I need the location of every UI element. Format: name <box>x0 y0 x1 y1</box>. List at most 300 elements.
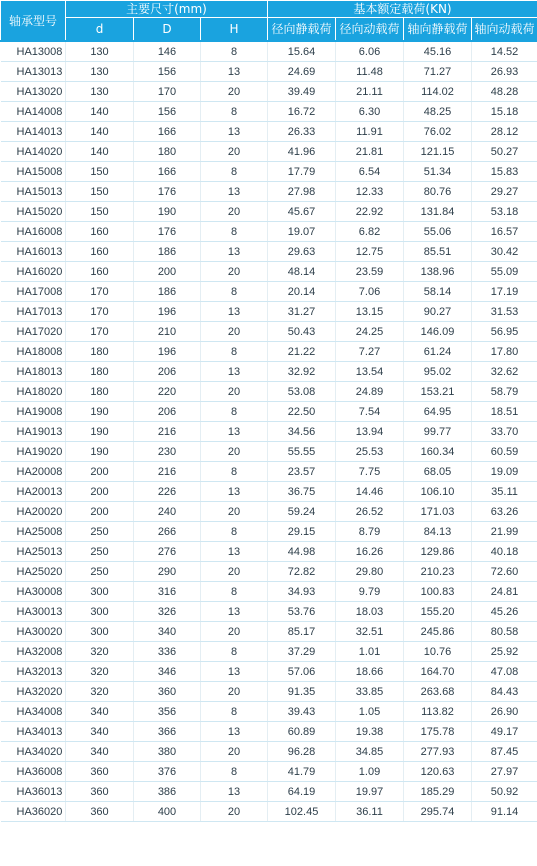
cell-d: 180 <box>66 362 134 382</box>
cell-axial-dynamic: 17.19 <box>472 282 537 302</box>
cell-H: 8 <box>201 462 268 482</box>
cell-model: HA14013 <box>1 122 66 142</box>
cell-d: 320 <box>66 642 134 662</box>
cell-H: 13 <box>201 662 268 682</box>
cell-axial-static: 210.23 <box>404 562 472 582</box>
cell-axial-static: 85.51 <box>404 242 472 262</box>
cell-model: HA13020 <box>1 82 66 102</box>
cell-model: HA15013 <box>1 182 66 202</box>
cell-d: 250 <box>66 542 134 562</box>
cell-d: 320 <box>66 662 134 682</box>
cell-D: 200 <box>134 262 201 282</box>
cell-radial-dynamic: 26.52 <box>336 502 404 522</box>
cell-D: 196 <box>134 342 201 362</box>
cell-axial-static: 131.84 <box>404 202 472 222</box>
table-row <box>1 462 537 482</box>
cell-radial-dynamic: 25.53 <box>336 442 404 462</box>
cell-radial-dynamic: 8.79 <box>336 522 404 542</box>
cell-radial-dynamic: 1.01 <box>336 642 404 662</box>
cell-D: 340 <box>134 622 201 642</box>
cell-radial-static: 41.96 <box>268 142 336 162</box>
cell-model: HA18008 <box>1 342 66 362</box>
cell-d: 160 <box>66 242 134 262</box>
cell-d: 250 <box>66 562 134 582</box>
cell-radial-static: 57.06 <box>268 662 336 682</box>
cell-axial-static: 90.27 <box>404 302 472 322</box>
cell-radial-static: 64.19 <box>268 782 336 802</box>
table-row <box>1 282 537 302</box>
cell-D: 176 <box>134 222 201 242</box>
cell-model: HA20020 <box>1 502 66 522</box>
header-H: H <box>201 18 268 42</box>
cell-axial-dynamic: 31.53 <box>472 302 537 322</box>
cell-axial-dynamic: 24.81 <box>472 582 537 602</box>
cell-radial-static: 102.45 <box>268 802 336 822</box>
cell-H: 8 <box>201 282 268 302</box>
cell-H: 8 <box>201 102 268 122</box>
cell-H: 13 <box>201 122 268 142</box>
header-axial-static: 轴向静载荷 <box>404 18 472 42</box>
cell-d: 130 <box>66 41 134 62</box>
cell-d: 320 <box>66 682 134 702</box>
cell-radial-dynamic: 6.82 <box>336 222 404 242</box>
cell-axial-dynamic: 14.52 <box>472 41 537 62</box>
header-axial-dynamic: 轴向动载荷 <box>472 18 537 42</box>
cell-H: 8 <box>201 762 268 782</box>
cell-radial-static: 59.24 <box>268 502 336 522</box>
cell-d: 140 <box>66 102 134 122</box>
cell-radial-static: 50.43 <box>268 322 336 342</box>
cell-axial-dynamic: 26.93 <box>472 62 537 82</box>
table-row <box>1 342 537 362</box>
cell-radial-dynamic: 13.54 <box>336 362 404 382</box>
cell-axial-dynamic: 30.42 <box>472 242 537 262</box>
cell-model: HA20008 <box>1 462 66 482</box>
cell-H: 20 <box>201 142 268 162</box>
cell-axial-static: 277.93 <box>404 742 472 762</box>
cell-axial-dynamic: 35.11 <box>472 482 537 502</box>
cell-radial-static: 37.29 <box>268 642 336 662</box>
table-row <box>1 662 537 682</box>
cell-H: 13 <box>201 542 268 562</box>
cell-D: 346 <box>134 662 201 682</box>
cell-d: 150 <box>66 162 134 182</box>
cell-D: 156 <box>134 102 201 122</box>
table-row <box>1 682 537 702</box>
table-row <box>1 122 537 142</box>
cell-radial-dynamic: 6.06 <box>336 41 404 62</box>
cell-d: 180 <box>66 382 134 402</box>
table-row <box>1 782 537 802</box>
cell-radial-static: 27.98 <box>268 182 336 202</box>
table-row <box>1 322 537 342</box>
cell-D: 326 <box>134 602 201 622</box>
cell-axial-dynamic: 33.70 <box>472 422 537 442</box>
cell-axial-dynamic: 58.79 <box>472 382 537 402</box>
cell-radial-dynamic: 7.27 <box>336 342 404 362</box>
cell-radial-dynamic: 9.79 <box>336 582 404 602</box>
cell-radial-dynamic: 6.54 <box>336 162 404 182</box>
cell-H: 20 <box>201 802 268 822</box>
cell-H: 13 <box>201 482 268 502</box>
cell-D: 376 <box>134 762 201 782</box>
cell-axial-static: 245.86 <box>404 622 472 642</box>
cell-D: 356 <box>134 702 201 722</box>
cell-D: 220 <box>134 382 201 402</box>
cell-D: 210 <box>134 322 201 342</box>
cell-axial-static: 106.10 <box>404 482 472 502</box>
cell-axial-static: 155.20 <box>404 602 472 622</box>
cell-radial-static: 29.63 <box>268 242 336 262</box>
cell-radial-dynamic: 13.94 <box>336 422 404 442</box>
cell-radial-static: 60.89 <box>268 722 336 742</box>
cell-H: 13 <box>201 602 268 622</box>
cell-axial-static: 58.14 <box>404 282 472 302</box>
table-row <box>1 522 537 542</box>
cell-d: 170 <box>66 322 134 342</box>
cell-D: 170 <box>134 82 201 102</box>
cell-radial-dynamic: 18.66 <box>336 662 404 682</box>
cell-axial-static: 114.02 <box>404 82 472 102</box>
table-row <box>1 702 537 722</box>
cell-axial-dynamic: 48.28 <box>472 82 537 102</box>
cell-radial-dynamic: 23.59 <box>336 262 404 282</box>
cell-radial-dynamic: 32.51 <box>336 622 404 642</box>
table-row <box>1 62 537 82</box>
cell-radial-dynamic: 1.05 <box>336 702 404 722</box>
cell-radial-static: 85.17 <box>268 622 336 642</box>
cell-axial-dynamic: 16.57 <box>472 222 537 242</box>
cell-model: HA19008 <box>1 402 66 422</box>
cell-H: 8 <box>201 522 268 542</box>
cell-H: 20 <box>201 322 268 342</box>
cell-D: 316 <box>134 582 201 602</box>
header-dimensions: 主要尺寸(mm) <box>66 1 268 18</box>
cell-axial-static: 80.76 <box>404 182 472 202</box>
cell-d: 190 <box>66 422 134 442</box>
cell-axial-dynamic: 55.09 <box>472 262 537 282</box>
cell-model: HA16008 <box>1 222 66 242</box>
cell-axial-static: 164.70 <box>404 662 472 682</box>
cell-axial-dynamic: 45.26 <box>472 602 537 622</box>
header-d: d <box>66 18 134 42</box>
cell-H: 8 <box>201 702 268 722</box>
cell-model: HA13008 <box>1 41 66 62</box>
cell-D: 400 <box>134 802 201 822</box>
header-model: 轴承型号 <box>1 1 66 42</box>
table-row <box>1 262 537 282</box>
cell-D: 380 <box>134 742 201 762</box>
cell-model: HA15020 <box>1 202 66 222</box>
cell-model: HA30013 <box>1 602 66 622</box>
cell-D: 336 <box>134 642 201 662</box>
cell-radial-dynamic: 11.48 <box>336 62 404 82</box>
cell-H: 20 <box>201 82 268 102</box>
cell-radial-dynamic: 12.75 <box>336 242 404 262</box>
table-row <box>1 302 537 322</box>
cell-model: HA17013 <box>1 302 66 322</box>
cell-model: HA20013 <box>1 482 66 502</box>
table-row <box>1 642 537 662</box>
cell-radial-dynamic: 24.89 <box>336 382 404 402</box>
cell-axial-static: 185.29 <box>404 782 472 802</box>
cell-axial-static: 100.83 <box>404 582 472 602</box>
cell-H: 8 <box>201 582 268 602</box>
cell-axial-static: 76.02 <box>404 122 472 142</box>
cell-d: 160 <box>66 222 134 242</box>
cell-D: 206 <box>134 362 201 382</box>
cell-axial-static: 48.25 <box>404 102 472 122</box>
cell-axial-static: 171.03 <box>404 502 472 522</box>
cell-model: HA16020 <box>1 262 66 282</box>
cell-D: 386 <box>134 782 201 802</box>
table-row <box>1 242 537 262</box>
cell-model: HA25020 <box>1 562 66 582</box>
cell-model: HA16013 <box>1 242 66 262</box>
cell-D: 166 <box>134 162 201 182</box>
cell-axial-dynamic: 32.62 <box>472 362 537 382</box>
cell-H: 20 <box>201 202 268 222</box>
cell-radial-dynamic: 6.30 <box>336 102 404 122</box>
cell-model: HA19013 <box>1 422 66 442</box>
cell-radial-static: 32.92 <box>268 362 336 382</box>
cell-axial-dynamic: 21.99 <box>472 522 537 542</box>
cell-d: 340 <box>66 702 134 722</box>
table-row <box>1 482 537 502</box>
cell-radial-static: 20.14 <box>268 282 336 302</box>
cell-axial-static: 55.06 <box>404 222 472 242</box>
cell-axial-static: 68.05 <box>404 462 472 482</box>
cell-radial-static: 17.79 <box>268 162 336 182</box>
cell-radial-dynamic: 34.85 <box>336 742 404 762</box>
cell-H: 13 <box>201 362 268 382</box>
cell-radial-static: 26.33 <box>268 122 336 142</box>
cell-axial-dynamic: 50.27 <box>472 142 537 162</box>
cell-axial-static: 121.15 <box>404 142 472 162</box>
cell-model: HA14020 <box>1 142 66 162</box>
cell-d: 150 <box>66 202 134 222</box>
cell-axial-dynamic: 80.58 <box>472 622 537 642</box>
table-row <box>1 382 537 402</box>
cell-d: 150 <box>66 182 134 202</box>
cell-model: HA34008 <box>1 702 66 722</box>
cell-axial-dynamic: 50.92 <box>472 782 537 802</box>
cell-radial-static: 39.49 <box>268 82 336 102</box>
cell-radial-static: 22.50 <box>268 402 336 422</box>
cell-axial-dynamic: 53.18 <box>472 202 537 222</box>
cell-radial-static: 91.35 <box>268 682 336 702</box>
cell-axial-static: 10.76 <box>404 642 472 662</box>
cell-radial-dynamic: 33.85 <box>336 682 404 702</box>
table-body <box>1 41 537 822</box>
cell-d: 300 <box>66 602 134 622</box>
table-row <box>1 742 537 762</box>
cell-d: 300 <box>66 582 134 602</box>
cell-axial-static: 138.96 <box>404 262 472 282</box>
cell-D: 186 <box>134 242 201 262</box>
cell-axial-dynamic: 47.08 <box>472 662 537 682</box>
table-row <box>1 542 537 562</box>
cell-axial-static: 64.95 <box>404 402 472 422</box>
cell-radial-static: 53.08 <box>268 382 336 402</box>
cell-d: 140 <box>66 122 134 142</box>
cell-d: 140 <box>66 142 134 162</box>
cell-d: 340 <box>66 742 134 762</box>
cell-d: 160 <box>66 262 134 282</box>
cell-radial-static: 41.79 <box>268 762 336 782</box>
cell-d: 170 <box>66 302 134 322</box>
cell-axial-static: 129.86 <box>404 542 472 562</box>
cell-d: 130 <box>66 82 134 102</box>
cell-D: 216 <box>134 462 201 482</box>
table-row <box>1 602 537 622</box>
cell-model: HA15008 <box>1 162 66 182</box>
cell-radial-static: 44.98 <box>268 542 336 562</box>
cell-model: HA19020 <box>1 442 66 462</box>
cell-H: 8 <box>201 642 268 662</box>
cell-model: HA30008 <box>1 582 66 602</box>
cell-axial-dynamic: 40.18 <box>472 542 537 562</box>
cell-radial-static: 31.27 <box>268 302 336 322</box>
cell-H: 13 <box>201 302 268 322</box>
table-row <box>1 182 537 202</box>
cell-model: HA25013 <box>1 542 66 562</box>
cell-radial-static: 96.28 <box>268 742 336 762</box>
cell-d: 300 <box>66 622 134 642</box>
cell-H: 20 <box>201 742 268 762</box>
cell-axial-dynamic: 87.45 <box>472 742 537 762</box>
table-row <box>1 222 537 242</box>
cell-radial-dynamic: 18.03 <box>336 602 404 622</box>
cell-radial-dynamic: 11.91 <box>336 122 404 142</box>
cell-model: HA36020 <box>1 802 66 822</box>
cell-H: 8 <box>201 41 268 62</box>
cell-axial-dynamic: 19.09 <box>472 462 537 482</box>
cell-model: HA17008 <box>1 282 66 302</box>
cell-H: 13 <box>201 782 268 802</box>
cell-axial-static: 120.63 <box>404 762 472 782</box>
table-row <box>1 722 537 742</box>
cell-H: 8 <box>201 342 268 362</box>
cell-D: 216 <box>134 422 201 442</box>
header-D: D <box>134 18 201 42</box>
cell-axial-static: 99.77 <box>404 422 472 442</box>
cell-radial-dynamic: 24.25 <box>336 322 404 342</box>
cell-H: 20 <box>201 382 268 402</box>
cell-D: 180 <box>134 142 201 162</box>
cell-axial-dynamic: 15.83 <box>472 162 537 182</box>
cell-radial-static: 23.57 <box>268 462 336 482</box>
cell-H: 8 <box>201 162 268 182</box>
cell-axial-dynamic: 28.12 <box>472 122 537 142</box>
table-row <box>1 422 537 442</box>
cell-axial-static: 95.02 <box>404 362 472 382</box>
cell-model: HA18013 <box>1 362 66 382</box>
cell-radial-static: 29.15 <box>268 522 336 542</box>
cell-axial-dynamic: 26.90 <box>472 702 537 722</box>
cell-d: 200 <box>66 482 134 502</box>
cell-radial-dynamic: 16.26 <box>336 542 404 562</box>
table-row <box>1 202 537 222</box>
cell-radial-static: 16.72 <box>268 102 336 122</box>
cell-d: 190 <box>66 442 134 462</box>
cell-radial-static: 19.07 <box>268 222 336 242</box>
cell-radial-dynamic: 36.11 <box>336 802 404 822</box>
cell-radial-static: 45.67 <box>268 202 336 222</box>
cell-H: 20 <box>201 682 268 702</box>
cell-H: 13 <box>201 62 268 82</box>
cell-d: 360 <box>66 762 134 782</box>
cell-D: 176 <box>134 182 201 202</box>
header-radial-static: 径向静载荷 <box>268 18 336 42</box>
cell-d: 170 <box>66 282 134 302</box>
cell-d: 180 <box>66 342 134 362</box>
cell-axial-static: 295.74 <box>404 802 472 822</box>
cell-radial-static: 36.75 <box>268 482 336 502</box>
cell-D: 186 <box>134 282 201 302</box>
cell-d: 360 <box>66 802 134 822</box>
cell-radial-dynamic: 22.92 <box>336 202 404 222</box>
cell-d: 200 <box>66 502 134 522</box>
cell-axial-dynamic: 18.51 <box>472 402 537 422</box>
cell-radial-static: 15.64 <box>268 41 336 62</box>
cell-radial-static: 72.82 <box>268 562 336 582</box>
cell-H: 13 <box>201 182 268 202</box>
cell-axial-static: 153.21 <box>404 382 472 402</box>
cell-radial-dynamic: 7.75 <box>336 462 404 482</box>
cell-axial-dynamic: 56.95 <box>472 322 537 342</box>
cell-radial-static: 53.76 <box>268 602 336 622</box>
cell-D: 276 <box>134 542 201 562</box>
cell-radial-dynamic: 29.80 <box>336 562 404 582</box>
cell-H: 20 <box>201 262 268 282</box>
table-row <box>1 802 537 822</box>
cell-D: 266 <box>134 522 201 542</box>
cell-d: 130 <box>66 62 134 82</box>
header-load-ratings: 基本额定载荷(KN) <box>268 1 537 18</box>
table-header <box>1 1 537 42</box>
table-row <box>1 102 537 122</box>
cell-model: HA32020 <box>1 682 66 702</box>
cell-model: HA32008 <box>1 642 66 662</box>
cell-axial-dynamic: 29.27 <box>472 182 537 202</box>
cell-D: 230 <box>134 442 201 462</box>
cell-H: 8 <box>201 402 268 422</box>
table-row <box>1 562 537 582</box>
cell-axial-dynamic: 91.14 <box>472 802 537 822</box>
cell-axial-static: 51.34 <box>404 162 472 182</box>
table-row <box>1 402 537 422</box>
table-row <box>1 582 537 602</box>
cell-model: HA13013 <box>1 62 66 82</box>
cell-radial-static: 39.43 <box>268 702 336 722</box>
cell-model: HA18020 <box>1 382 66 402</box>
table-row <box>1 162 537 182</box>
cell-H: 20 <box>201 502 268 522</box>
cell-H: 13 <box>201 722 268 742</box>
cell-d: 340 <box>66 722 134 742</box>
cell-axial-dynamic: 15.18 <box>472 102 537 122</box>
cell-model: HA36008 <box>1 762 66 782</box>
cell-H: 13 <box>201 242 268 262</box>
cell-radial-dynamic: 7.06 <box>336 282 404 302</box>
cell-radial-dynamic: 21.11 <box>336 82 404 102</box>
cell-axial-static: 61.24 <box>404 342 472 362</box>
cell-model: HA36013 <box>1 782 66 802</box>
cell-d: 190 <box>66 402 134 422</box>
table-row <box>1 502 537 522</box>
cell-axial-static: 84.13 <box>404 522 472 542</box>
